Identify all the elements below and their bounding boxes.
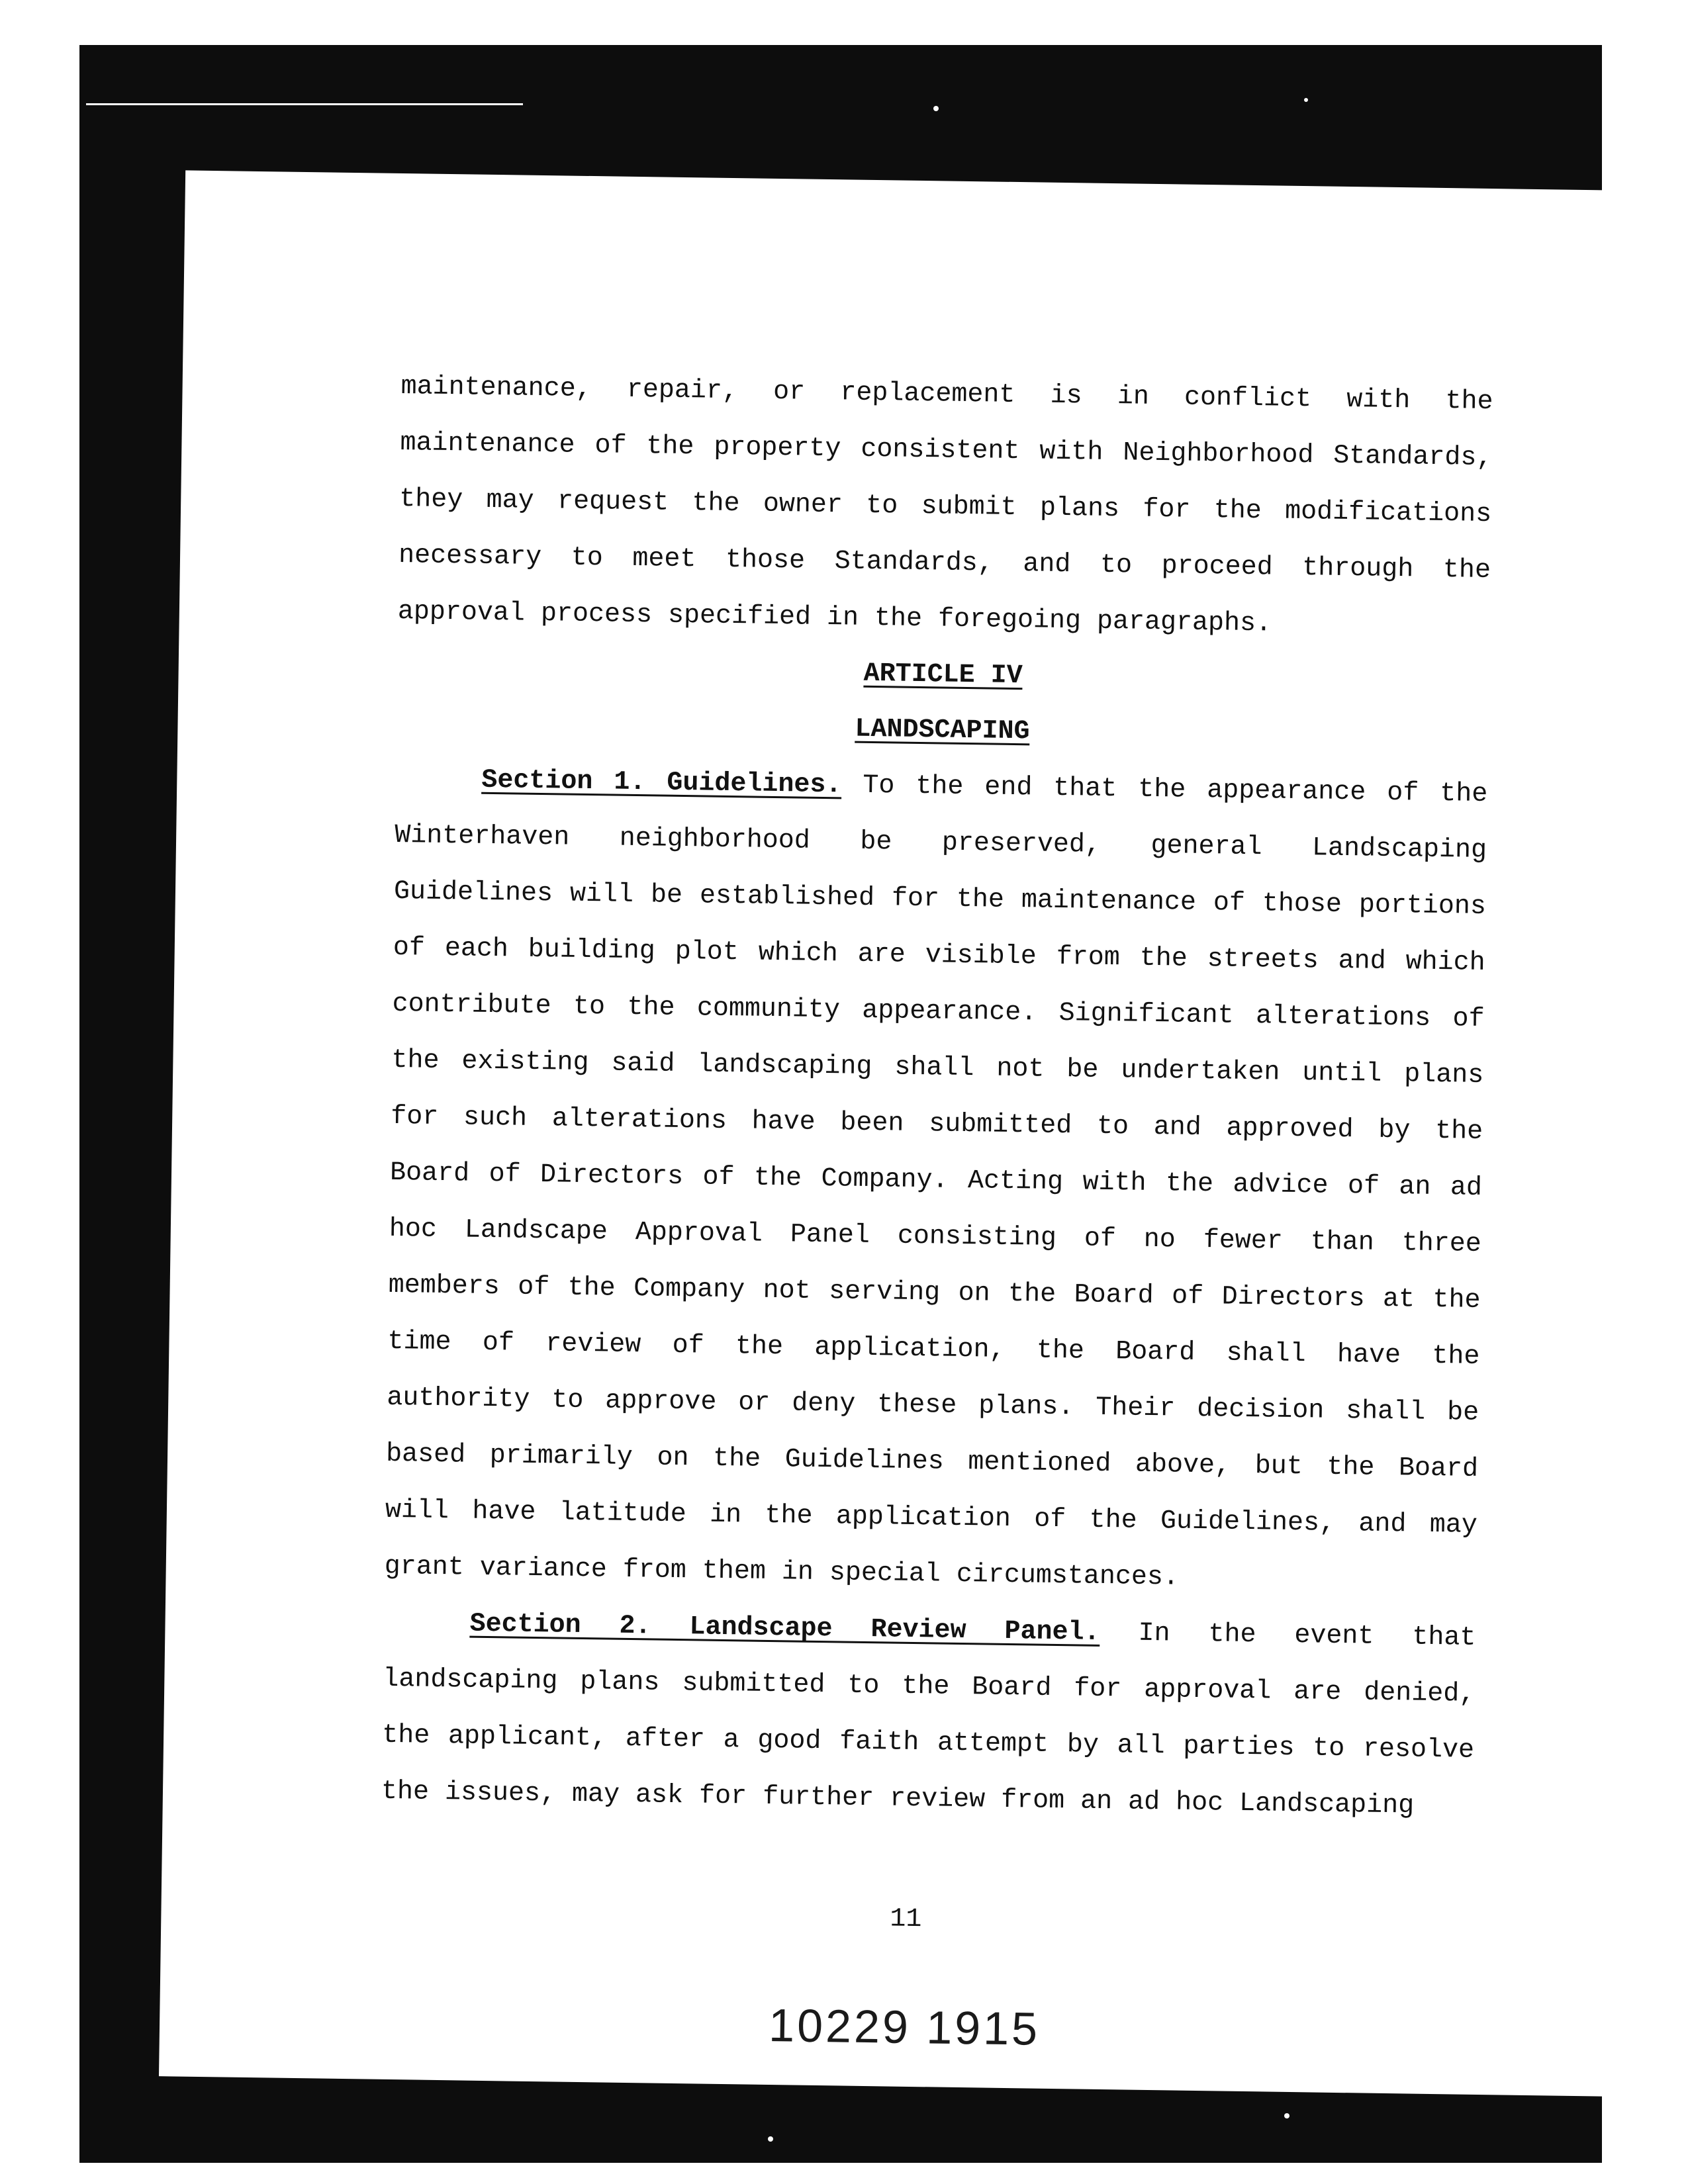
- document-page: [159, 170, 1675, 2097]
- section-1-paragraph: [384, 751, 1488, 1610]
- recording-stamp: 10229 1915: [768, 1999, 1041, 2055]
- scan-artifact-line: [86, 103, 523, 105]
- scan-artifact-dot: [768, 2136, 773, 2142]
- document-body: [381, 359, 1493, 1835]
- section-1-body: To the end that the appearance of the Winterhaven neighborhood be preserved, general Landscaping Guidelines will be established for the maintenance of those portions of each building plot which are visible from the streets and which contribute to the community appearance. Significant alterations of the existing said landscaping shall not be undertaken until plans for such alterations have been submitted to and approved by the Board of Directors of the Company. Acting with the advice of an ad hoc Landscape Approval Panel consisting of no fewer than three members of the Company not serving on the Board of Directors at the time of review of the application, the Board shall have the authority to approve or deny these plans. Their decision shall be based primarily on the Guidelines mentioned above, but the Board will have latitude in the application of the Guidelines, and may grant variance from them in special circumstances.: [384, 770, 1488, 1593]
- intro-paragraph: maintenance, repair, or replacement is in conflict with the maintenance of the property consistent with Neighborhood Standards, they may request the owner to submit plans for the modifications necessary to meet those Standards, and to proceed through the approval process specified in the foregoing paragraphs.: [397, 372, 1493, 639]
- section-2-title: Section 2. Landscape Review Panel.: [469, 1609, 1100, 1648]
- section-1-title: Section 1. Guidelines.: [481, 765, 842, 801]
- scan-artifact-dot: [1284, 2113, 1289, 2118]
- scan-border: [79, 45, 1602, 2163]
- section-2-body: In the event that landscaping plans submitted to the Board for approval are denied, the applicant, after a good faith attempt by all parties to resolve the issues, may ask for further review from an ad hoc Landscaping: [381, 1618, 1476, 1821]
- page-number: 11: [890, 1904, 922, 1935]
- section-2-paragraph: [381, 1595, 1476, 1835]
- article-heading-text: ARTICLE IV: [863, 659, 1023, 692]
- article-title-text: LANDSCAPING: [855, 714, 1030, 747]
- scan-artifact-dot: [933, 106, 939, 111]
- scan-artifact-dot: [1304, 98, 1308, 102]
